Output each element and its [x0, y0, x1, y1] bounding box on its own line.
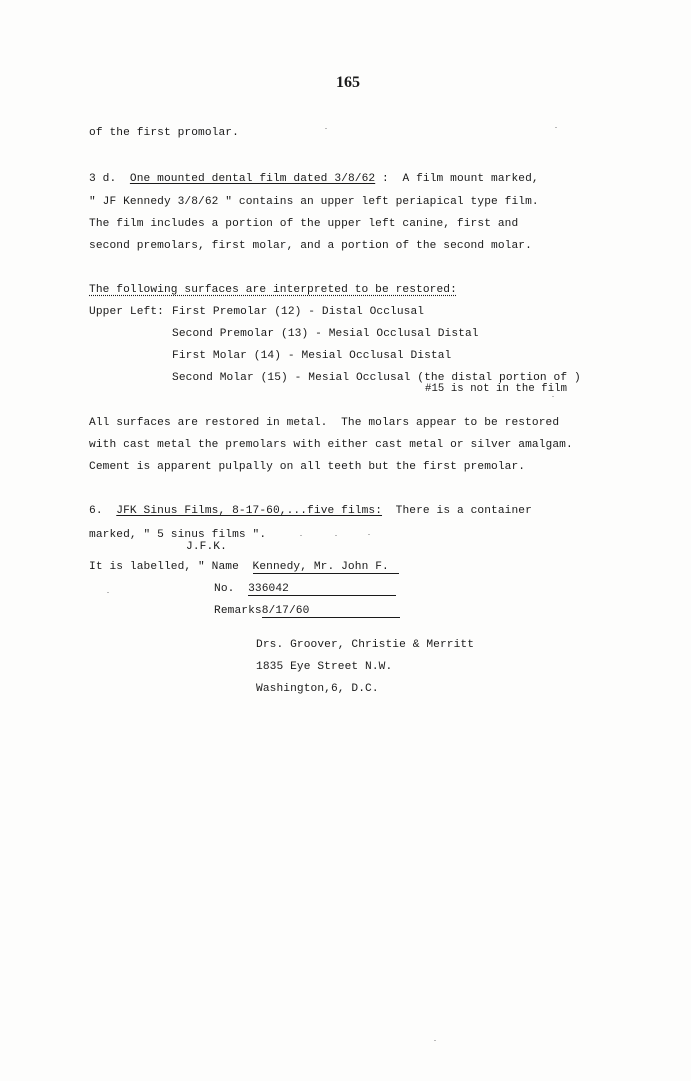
label-remarks-line	[214, 604, 400, 618]
label-name-line	[89, 560, 399, 574]
tooth-15-entry: Second Molar (15) - Mesial Occlusal (the distal portion of )	[172, 372, 581, 384]
restored-surfaces-heading: The following surfaces are interpreted to be restored:	[89, 284, 457, 296]
paragraph-3d-first-line	[89, 172, 539, 186]
paragraph-6-title: JFK Sinus Films, 8-17-60,...five films:	[116, 505, 383, 517]
label-intro: It is labelled, " Name	[89, 561, 239, 573]
scan-speck	[555, 127, 557, 128]
page-number: 165	[336, 74, 360, 91]
continuation-line: of the first promolar.	[89, 127, 239, 139]
paragraph-3d-title: One mounted dental film dated 3/8/62	[129, 173, 376, 185]
paragraph-6-rest: There is a container	[382, 505, 532, 517]
paragraph-3d-line-2: " JF Kennedy 3/8/62 " contains an upper left periapical type film.	[89, 196, 539, 208]
paragraph-3d-line-3: The film includes a portion of the upper left canine, first and	[89, 218, 519, 230]
tooth-14-entry: First Molar (14) - Mesial Occlusal Distal	[172, 350, 452, 362]
paragraph-3d-line-4: second premolars, first molar, and a portion of the second molar.	[89, 240, 532, 252]
address-line-3: Washington,6, D.C.	[256, 683, 379, 695]
label-number-line	[214, 582, 396, 596]
tooth-12-entry: First Premolar (12) - Distal Occlusal	[172, 306, 425, 318]
label-number-label: No.	[214, 583, 235, 595]
paragraph-6-first-line	[89, 504, 532, 518]
label-remarks-label: Remarks	[214, 605, 262, 617]
label-number-value: 336042	[248, 583, 396, 596]
paragraph-3d-rest: : A film mount marked,	[375, 173, 539, 185]
container-marked-line: marked, " 5 sinus films ".	[89, 529, 267, 541]
scan-speck	[107, 592, 109, 593]
scan-speck	[335, 535, 337, 536]
scan-speck	[368, 534, 370, 535]
address-line-2: 1835 Eye Street N.W.	[256, 661, 393, 673]
scan-speck	[325, 128, 327, 129]
summary-line-3: Cement is apparent pulpally on all teeth but the first premolar.	[89, 461, 526, 473]
container-initials: J.F.K.	[186, 541, 227, 553]
label-remarks-value: 8/17/60	[262, 605, 400, 618]
summary-line-1: All surfaces are restored in metal. The molars appear to be restored	[89, 417, 560, 429]
paragraph-6-label: 6.	[89, 505, 103, 517]
scan-speck	[434, 1040, 436, 1041]
scan-speck	[552, 396, 554, 397]
scan-speck	[300, 535, 302, 536]
summary-line-2: with cast metal the premolars with either cast metal or silver amalgam.	[89, 439, 573, 451]
label-name-value: Kennedy, Mr. John F.	[253, 561, 399, 574]
paragraph-3d-label: 3 d.	[89, 173, 117, 185]
tooth-15-note: #15 is not in the film	[425, 383, 568, 395]
upper-left-label: Upper Left:	[89, 306, 164, 318]
address-line-1: Drs. Groover, Christie & Merritt	[256, 639, 475, 651]
tooth-13-entry: Second Premolar (13) - Mesial Occlusal Distal	[172, 328, 479, 340]
